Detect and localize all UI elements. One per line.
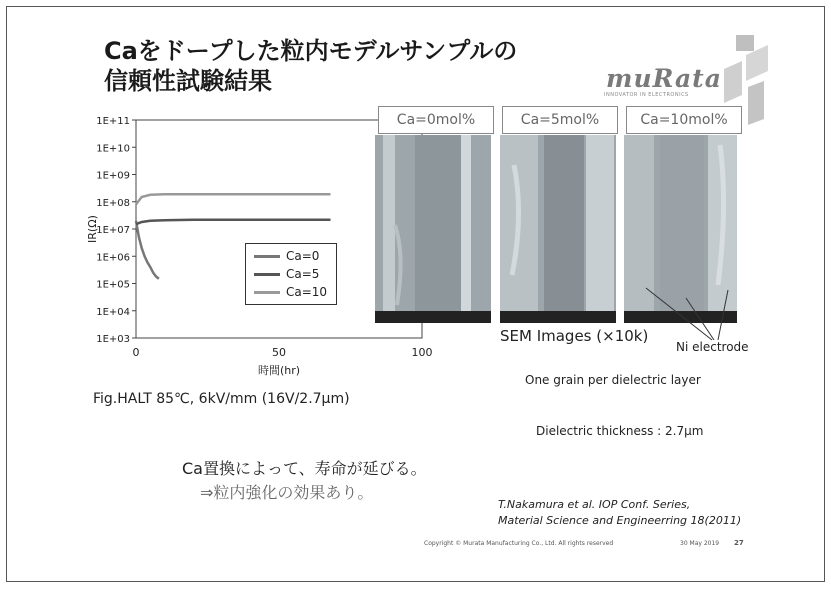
sem-texture xyxy=(375,135,491,323)
footer-date: 30 May 2019 xyxy=(680,540,720,547)
y-tick-label: 1E+08 xyxy=(96,197,130,209)
reference-line-2: Material Science and Engineerring 18(2011) xyxy=(498,514,742,527)
murata-logo: muRata xyxy=(606,64,722,93)
reference-line-1: T.Nakamura et al. IOP Conf. Series, xyxy=(498,498,691,511)
series-line-ca-5 xyxy=(136,220,331,225)
sem-texture xyxy=(500,135,616,323)
y-tick-label: 1E+10 xyxy=(96,143,130,155)
x-tick-label: 50 xyxy=(272,346,286,359)
title-line-2: 信頼性試験結果 xyxy=(104,67,272,95)
sem-info-strip xyxy=(500,311,616,323)
legend-item-ca10 xyxy=(254,283,327,301)
chart-legend xyxy=(245,243,337,305)
figure-caption: Fig.HALT 85℃, 6kV/mm (16V/2.7μm) xyxy=(93,391,350,407)
dielectric-thickness: Dielectric thickness : 2.7μm xyxy=(536,424,704,438)
sem-label-ca10: Ca=10mol% xyxy=(626,106,742,134)
grain-note: One grain per dielectric layer xyxy=(525,373,701,387)
y-tick-label: 1E+05 xyxy=(96,279,130,291)
series-line-ca-0 xyxy=(136,221,159,279)
slide-title xyxy=(104,36,517,96)
y-tick-label: 1E+07 xyxy=(96,225,130,236)
copyright: Copyright © Murata Manufacturing Co., Ltd. All rights reserved xyxy=(424,540,614,547)
y-tick-label: 1E+11 xyxy=(96,116,130,127)
legend-item-ca5 xyxy=(254,265,319,283)
legend-label: Ca=5 xyxy=(286,267,320,281)
x-axis-label: 時間(hr) xyxy=(257,364,301,377)
legend-swatch xyxy=(254,291,280,294)
y-axis-label: IR(Ω) xyxy=(86,215,99,243)
legend-label: Ca=10 xyxy=(286,285,328,299)
legend-swatch xyxy=(254,273,280,276)
sem-info-strip xyxy=(375,311,491,323)
y-tick-label: 1E+04 xyxy=(96,306,130,318)
x-tick-label: 0 xyxy=(132,346,140,359)
sem-caption: SEM Images (×10k) xyxy=(500,327,649,345)
x-tick-label: 100 xyxy=(411,346,433,359)
ni-electrode-label: Ni electrode xyxy=(676,340,749,354)
y-tick-label: 1E+03 xyxy=(96,334,130,345)
legend-item-ca0 xyxy=(254,247,319,265)
title-line-1: Caをドープした粒内モデルサンプルの xyxy=(104,37,518,65)
y-tick-label: 1E+09 xyxy=(96,170,130,182)
page-number: 27 xyxy=(734,539,744,547)
sem-image-ca5 xyxy=(500,135,616,323)
y-tick-label: 1E+06 xyxy=(96,252,130,264)
legend-label: Ca=0 xyxy=(286,249,320,263)
sem-image-ca0 xyxy=(375,135,491,323)
conclusion-line-2: ⇒粒内強化の効果あり。 xyxy=(200,483,374,502)
sem-label-ca0: Ca=0mol% xyxy=(378,106,494,134)
series-line-ca-10 xyxy=(136,194,331,204)
murata-tagline: INNOVATOR IN ELECTRONICS xyxy=(604,92,689,98)
conclusion-line-1: Ca置換によって、寿命が延びる。 xyxy=(182,459,427,478)
legend-swatch xyxy=(254,255,280,258)
sem-label-ca5: Ca=5mol% xyxy=(502,106,618,134)
